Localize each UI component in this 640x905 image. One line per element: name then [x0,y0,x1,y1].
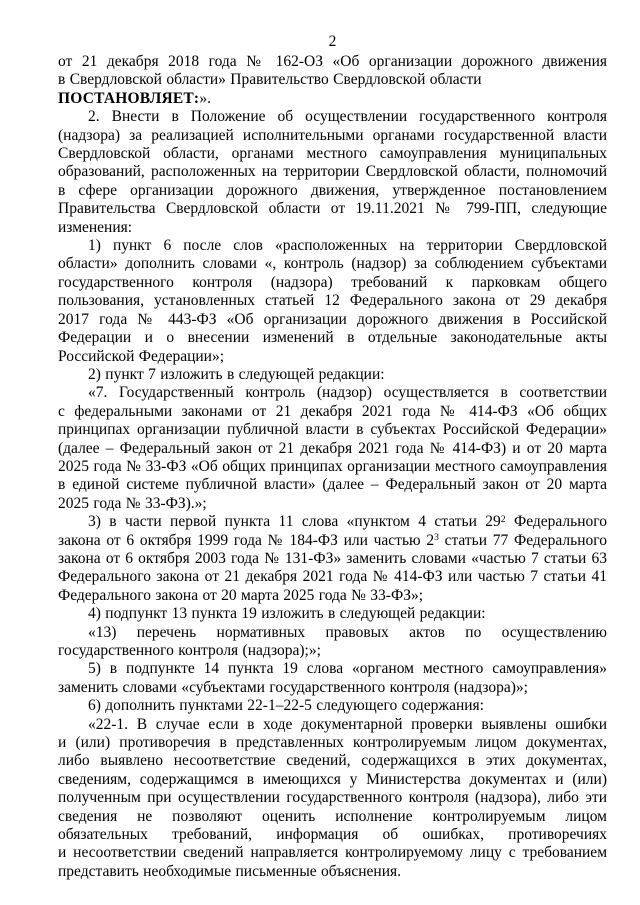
paragraph-intro-continuation: от 21 декабря 2018 года № 162-ОЗ «Об организации дорожного движения в Свердловской области» Правительство Свердловской области [58,53,607,89]
paragraph-subitem-6: 6) дополнить пунктами 22-1–22-5 следующего содержания: [88,697,484,715]
paragraph-subitem-5: 5) в подпункте 14 пункта 19 слова «органом местного самоуправления» заменить словами «субъектами государственного контроля (надзора)»; [58,660,607,696]
paragraph-resolves: ПОСТАНОВЛЯЕТ:». [58,89,211,107]
document-body [58,53,607,881]
paragraph-quote-point-22-1: «22-1. В случае если в ходе документарной проверки выявлены ошибки и (или) противоречия в представленных контролируемым лицом документах, либо выявлено несоответствие сведений, содержащихся в этих документах, сведениям, содержащимся в имеющихся у Министерства документах и (или) полученным при осуществлении государственного контроля (надзора), либо эти сведения не позволяют оценить исполнение контролируемым лицом обязательных требований, информация об ошибках, противоречиях и несоответствии сведений направляется контролируемому лицу с требованием представить необходимые письменные объяснения. [58,715,607,880]
paragraph-subitem-1: 1) пункт 6 после слов «расположенных на территории Свердловской области» дополнить словами «, контроль (надзор) за соблюдением субъектами государственного контроля (надзора) требований к парковкам общего пользования, установленных статьей 12 Федерального закона от 29 декабря 2017 года № 443-ФЗ «Об организации дорожного движения в Российской Федерации и о внесении изменений в отдельные законодательные акты Российской Федерации»; [58,237,607,365]
paragraph-quote-point-7: «7. Государственный контроль (надзор) осуществляется в соответствии с федеральными законами от 21 декабря 2021 года № 414-ФЗ «Об общих принципах организации публичной власти в субъектах Российской Федерации» (далее – Федеральный закон от 21 декабря 2021 года № 414-ФЗ) и от 20 марта 2025 года № 33-ФЗ «Об общих принципах организации местного самоуправления в единой системе публичной власти» (далее – Федеральный закон от 20 марта 2025 года № 33-ФЗ).»; [58,384,607,512]
bold-text: ПОСТАНОВЛЯЕТ: [58,89,200,107]
paragraph-subitem-3: 3) в части первой пункта 11 слова «пунктом 4 статьи $29^2$ Федерального закона от 6 октября 1999 года № 184-ФЗ или частью $2^3$ статьи 77 Федерального закона от 6 октября 2003 года № 131-ФЗ» заменить словами «частью 7 статьи 63 Федерального закона от 21 декабря 2021 года № 414-ФЗ или частью 7 статьи 41 Федерального закона от 20 марта 2025 года № 33-ФЗ»; [58,513,607,604]
superscript: 3 [434,532,439,544]
paragraph-subitem-2: 2) пункт 7 изложить в следующей редакции: [88,365,385,383]
paragraph-quote-subpoint-13: «13) перечень нормативных правовых актов по осуществлению государственного контроля (надзора);»; [58,623,607,659]
paragraph-subitem-4: 4) подпункт 13 пункта 19 изложить в следующей редакции: [88,605,486,623]
paragraph-item-2: 2. Внести в Положение об осуществлении государственного контроля (надзора) за реализацией исполнительными органами государственной власти Свердловской области, органами местного самоуправления муниципальных образований, расположенных на территории Свердловской области, полномочий в сфере организации дорожного движения, утвержденное постановлением Правительства Свердловской области от 19.11.2021 № 799-ПП, следующие изменения: [58,108,607,236]
superscript: 2 [500,513,506,525]
page-number: 2 [328,33,337,50]
